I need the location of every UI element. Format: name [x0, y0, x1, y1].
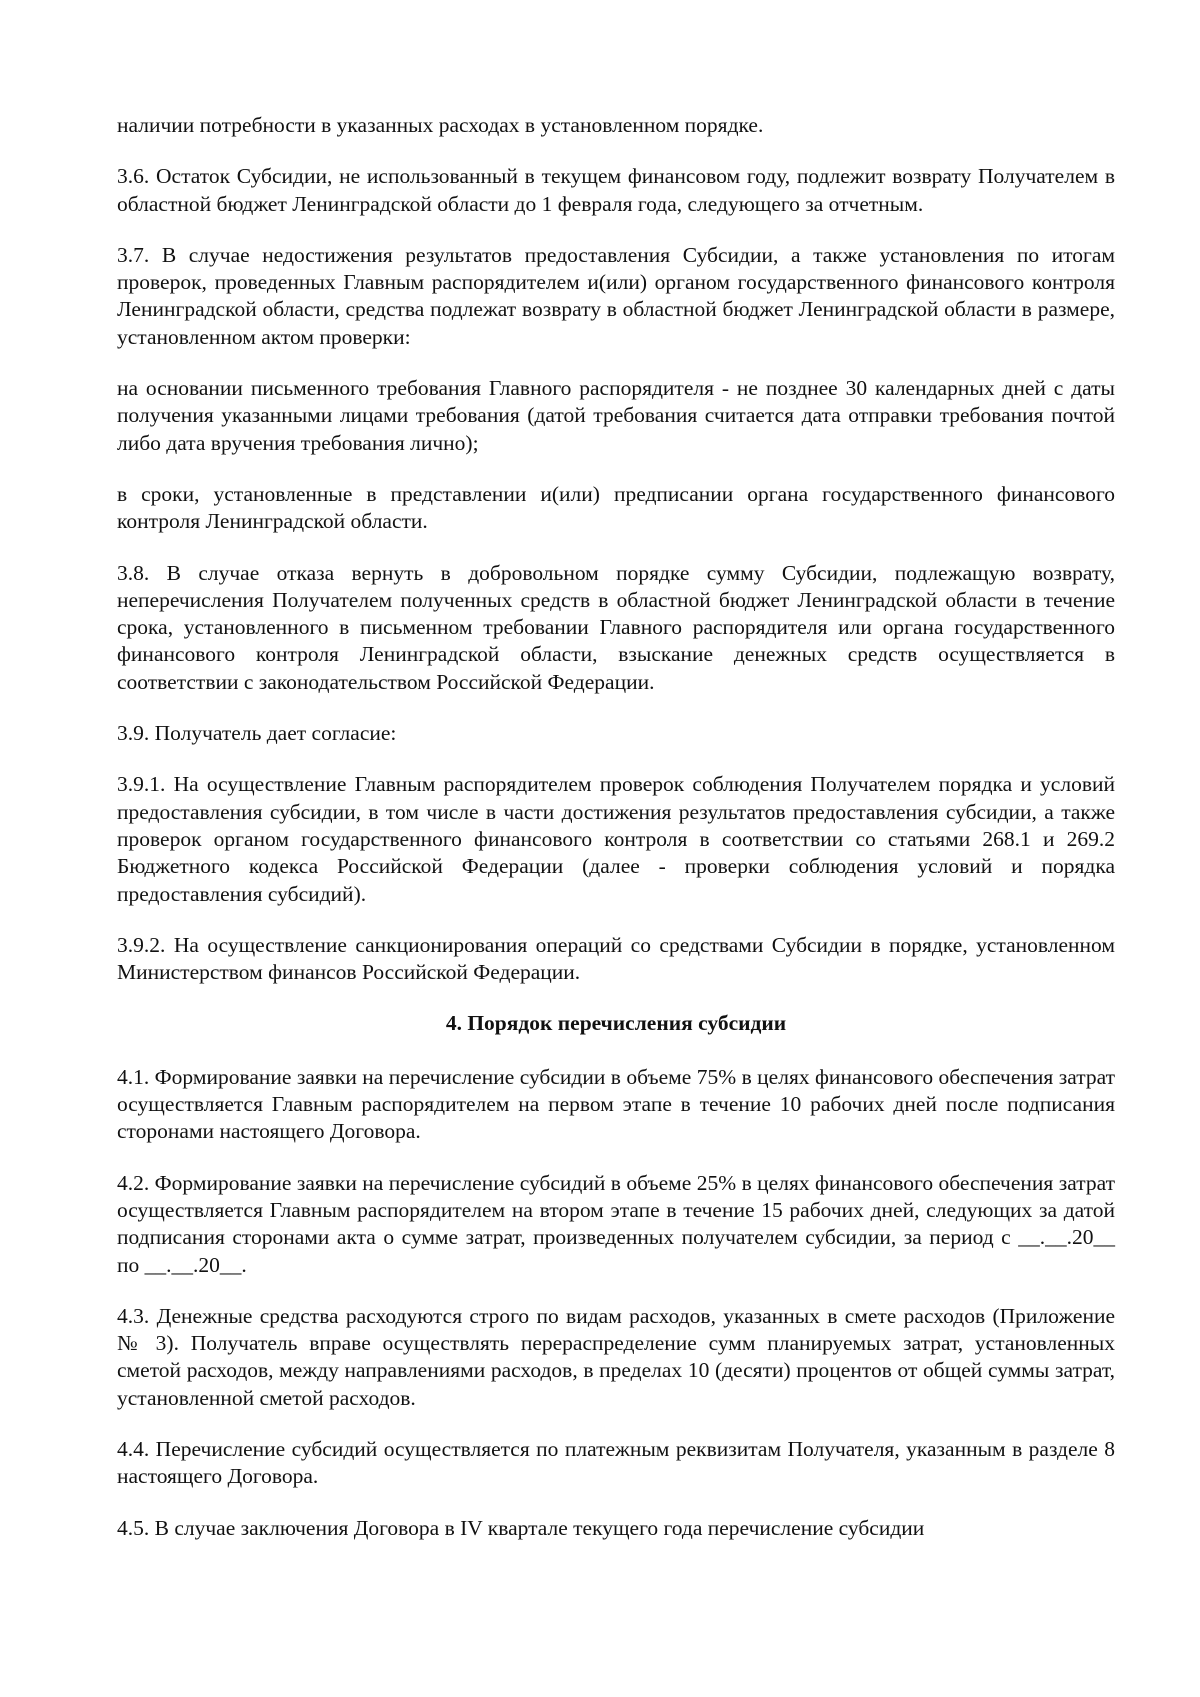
paragraph-3-7-terms: в сроки, установленные в представлении и(или) предписании органа государственного финансового контроля Ленинградской области.	[117, 481, 1115, 534]
paragraph-3-8: 3.8. В случае отказа вернуть в добровольном порядке сумму Субсидии, подлежащую возврату, неперечисления Получателем полученных средств в областной бюджет Ленинградской области в течение срока, установленного в письменном требовании Главного распорядителя или органа государственного финансового контроля Ленинградской области, взыскание денежных средств осуществляется в соответствии с законодательством Российской Федерации.	[117, 560, 1115, 694]
paragraph-3-9-2: 3.9.2. На осуществление санкционирования операций со средствами Субсидии в порядке, установленном Министерством финансов Российской Федерации.	[117, 932, 1115, 985]
document-page	[117, 112, 1115, 1566]
paragraph-3-9: 3.9. Получатель дает согласие:	[117, 721, 397, 746]
paragraph-4-2: 4.2. Формирование заявки на перечисление субсидий в объеме 25% в целях финансового обеспечения затрат осуществляется Главным распорядителем на втором этапе в течение 15 рабочих дней, следующих за датой подписания сторонами акта о сумме затрат, произведенных получателем субсидии, за период с __.__.20__ по __.__.20__.	[117, 1170, 1115, 1277]
paragraph-3-7: 3.7. В случае недостижения результатов предоставления Субсидии, а также установления по итогам проверок, проведенных Главным распорядителем и(или) органом государственного финансового контроля Ленинградской области, средства подлежат возврату в областной бюджет Ленинградской области в размере, установленном актом проверки:	[117, 242, 1115, 349]
section-heading: 4. Порядок перечисления субсидии	[445, 1011, 787, 1036]
paragraph-4-3: 4.3. Денежные средства расходуются строго по видам расходов, указанных в смете расходов (Приложение № 3). Получатель вправе осуществлять перераспределение сумм планируемых затрат, установленных сметой расходов, между направлениями расходов, в пределах 10 (десяти) процентов от общей суммы затрат, установленной сметой расходов.	[117, 1303, 1115, 1410]
paragraph-continuation: наличии потребности в указанных расходах в установленном порядке.	[117, 113, 764, 137]
paragraph-3-7-deadline: на основании письменного требования Главного распорядителя - не позднее 30 календарных дней с даты получения указанными лицами требования (датой требования считается дата отправки требования почтой либо дата вручения требования лично);	[117, 376, 1115, 455]
paragraph-3-6: 3.6. Остаток Субсидии, не использованный в текущем финансовом году, подлежит возврату Получателем в областной бюджет Ленинградской области до 1 февраля года, следующего за отчетным.	[117, 164, 1115, 216]
paragraph-4-1: 4.1. Формирование заявки на перечисление субсидии в объеме 75% в целях финансового обеспечения затрат осуществляется Главным распорядителем на первом этапе в течение 10 рабочих дней после подписания сторонами настоящего Договора.	[117, 1064, 1115, 1144]
paragraph-4-5: 4.5. В случае заключения Договора в IV квартале текущего года перечисление субсидии	[117, 1515, 925, 1540]
paragraph-4-4: 4.4. Перечисление субсидий осуществляется по платежным реквизитам Получателя, указанным в разделе 8 настоящего Договора.	[117, 1436, 1115, 1489]
paragraph-3-9-1: 3.9.1. На осуществление Главным распорядителем проверок соблюдения Получателем порядка и условий предоставления субсидии, в том числе в части достижения результатов предоставления субсидии, а также проверок органом государственного финансового контроля в соответствии со статьями 268.1 и 269.2 Бюджетного кодекса Российской Федерации (далее - проверки соблюдения условий и порядка предоставления субсидий).	[117, 772, 1115, 906]
